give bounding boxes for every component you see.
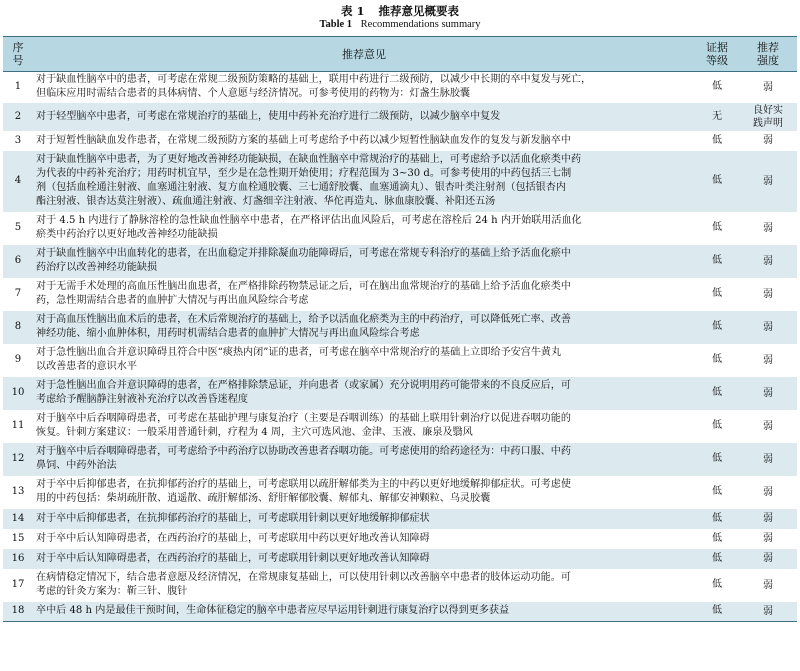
recommendation-strength: 弱 xyxy=(739,549,797,569)
recommendation-text: 卒中后 48 h 内是最佳干预时间，生命体征稳定的脑卒中患者应尽早运用针刺进行康复治疗以得到更多获益 xyxy=(33,602,695,622)
evidence-level: 低 xyxy=(695,151,739,212)
table-row xyxy=(3,278,797,311)
evidence-level: 低 xyxy=(711,532,723,544)
table-row xyxy=(3,569,797,602)
recommendation-text: 对于轻型脑卒中患者，可考虑在常规治疗的基础上，使用中药补充治疗进行二级预防，以减少脑卒中复发 xyxy=(33,103,695,131)
row-number: 7 xyxy=(14,288,22,299)
recommendation-text: 对于缺血性脑卒中出血转化的患者，在出血稳定并排除凝血功能障碍后，可考虑在常规专科治疗的基础上给予活血化瘀中 药治疗以改善神经功能缺损 xyxy=(33,245,695,278)
recommendation-text: 对于卒中后抑郁患者，在抗抑郁药治疗的基础上，可考虑联用针刺以更好地缓解抑郁症状 xyxy=(33,509,695,529)
row-number: 11 xyxy=(11,420,25,431)
recommendation-strength: 弱 xyxy=(763,222,773,234)
table-row xyxy=(3,377,797,410)
table-row xyxy=(3,103,797,131)
recommendation-strength: 弱 xyxy=(739,151,797,212)
evidence-level: 低 xyxy=(711,81,723,93)
row-number: 15 xyxy=(11,532,25,544)
recommendation-strength: 弱 xyxy=(763,135,773,146)
recommendation-strength: 弱 xyxy=(763,579,773,591)
caption-zh-title: 推荐意见概要表 xyxy=(378,4,460,18)
row-number: 18 xyxy=(3,602,33,622)
table-row xyxy=(3,549,797,569)
recommendation-strength: 弱 xyxy=(739,443,797,476)
header-strength: 推荐 强度 xyxy=(739,37,797,72)
header-text: 推荐意见 xyxy=(33,37,695,72)
evidence-level: 低 xyxy=(711,288,723,299)
table-row xyxy=(3,529,797,549)
caption-en-title: Recommendations summary xyxy=(360,19,481,30)
recommendation-text: 在病情稳定情况下，结合患者意愿及经济情况，在常规康复基础上，可以使用针刺以改善脑卒中患者的肢体运动功能。可 考虑的针灸方案为：靳三针、腹针 xyxy=(36,572,571,597)
recommendation-strength: 弱 xyxy=(763,533,773,544)
evidence-level: 低 xyxy=(695,602,739,622)
table-row xyxy=(3,443,797,476)
evidence-level: 低 xyxy=(711,134,723,146)
evidence-level: 无 xyxy=(695,103,739,131)
header-row xyxy=(3,37,797,72)
row-number: 16 xyxy=(3,549,33,569)
row-number: 5 xyxy=(14,222,22,233)
table-row xyxy=(3,72,797,103)
recommendation-text: 对于缺血性脑卒中患者，为了更好地改善神经功能缺损，在缺血性脑卒中常规治疗的基础上，可考虑给予以活血化瘀类中药 为代表的中药补充治疗；用药时机宜早，至少是在急性期开始使用；疗程范围为 3~30 d。可参考使用的中药包括三七制 剂（包括血栓通注射液、血塞通注射液、复方血栓通胶囊、三七通舒胶囊、血塞通滴丸）、银杏叶类注射剂（包括银杏内 酯注射液、银杏达莫注射液）、疏血通注射液、灯盏细辛注射液、华佗再造丸、脉血康胶囊、补阳还五汤 xyxy=(33,151,695,212)
recommendation-text: 对于 4.5 h 内进行了静脉溶栓的急性缺血性脑卒中患者，在严格评估出血风险后，可考虑在溶栓后 24 h 内开始联用活血化 瘀类中药治疗以更好地改善神经功能缺损 xyxy=(36,215,582,240)
table-header xyxy=(3,37,797,72)
table-caption xyxy=(0,0,800,36)
table-row xyxy=(3,410,797,443)
evidence-level: 低 xyxy=(711,579,723,590)
recommendation-strength: 弱 xyxy=(763,420,773,432)
recommendation-text: 对于无需手术处理的高血压性脑出血患者，在严格排除药物禁忌证之后，可在脑出血常规治疗的基础上给予活血化瘀类中 药，急性期需结合患者的血肿扩大情况与再出血风险综合考虑 xyxy=(36,281,571,306)
recommendation-text: 对于卒中后抑郁患者，在抗抑郁药治疗的基础上，可考虑联用以疏肝解郁类为主的中药以更好地缓解抑郁症状。可考虑使 用的中药包括：柴胡疏肝散、逍遥散、疏肝解郁汤、舒肝解郁胶囊、解郁丸、解郁安神颗粒、乌灵胶囊 xyxy=(36,479,571,504)
recommendation-strength: 弱 xyxy=(739,509,797,529)
caption-zh xyxy=(0,4,800,18)
evidence-level: 低 xyxy=(711,420,723,431)
recommendation-strength: 弱 xyxy=(763,354,773,366)
row-number: 6 xyxy=(3,245,33,278)
recommendation-strength: 良好实 践声明 xyxy=(739,103,797,131)
table-row xyxy=(3,602,797,622)
recommendation-text: 对于短暂性脑缺血发作患者，在常规二级预防方案的基础上可考虑给予中药以减少短暂性脑缺血发作的复发与新发脑卒中 xyxy=(36,134,571,146)
caption-en xyxy=(0,18,800,32)
row-number: 9 xyxy=(14,354,22,365)
row-number: 8 xyxy=(3,311,33,344)
recommendation-strength: 弱 xyxy=(739,377,797,410)
recommendation-text: 对于缺血性脑卒中的患者，可考虑在常规二级预防策略的基础上，联用中药进行二级预防，以减少中长期的卒中复发与死亡， 但临床应用时需结合患者的具体病情、个人意愿与经济情况。可参考使用的药物为：灯盏生脉胶囊 xyxy=(36,74,592,100)
row-number: 3 xyxy=(14,134,22,146)
caption-en-label: Table 1 xyxy=(319,19,353,30)
table-body xyxy=(3,72,797,622)
recommendation-strength: 弱 xyxy=(763,288,773,300)
evidence-level: 低 xyxy=(695,377,739,410)
evidence-level: 低 xyxy=(711,354,723,365)
header-no: 序 号 xyxy=(3,37,33,72)
table-row xyxy=(3,344,797,377)
row-number: 17 xyxy=(11,579,25,590)
recommendation-text: 对于脑卒中后吞咽障碍患者，可考虑在基础护理与康复治疗（主要是吞咽训练）的基础上联用针刺治疗以促进吞咽功能的 恢复。针刺方案建议：一般采用普通针刺，疗程为 4 周，主穴可选风池、金津、玉液、廉泉及翳风 xyxy=(36,413,571,438)
evidence-level: 低 xyxy=(711,222,723,233)
evidence-level: 低 xyxy=(695,549,739,569)
recommendation-strength: 弱 xyxy=(763,81,773,93)
table-row xyxy=(3,131,797,151)
evidence-level: 低 xyxy=(711,486,723,497)
caption-zh-label: 表 1 xyxy=(340,4,365,18)
evidence-level: 低 xyxy=(695,509,739,529)
table-row xyxy=(3,151,797,212)
table-row xyxy=(3,245,797,278)
header-level: 证据 等级 xyxy=(695,37,739,72)
row-number: 10 xyxy=(3,377,33,410)
recommendations-table xyxy=(3,36,797,622)
table-row xyxy=(3,212,797,245)
row-number: 1 xyxy=(14,81,22,93)
row-number: 2 xyxy=(3,103,33,131)
recommendation-strength: 弱 xyxy=(763,486,773,498)
row-number: 14 xyxy=(3,509,33,529)
row-number: 13 xyxy=(11,486,25,497)
recommendation-strength: 弱 xyxy=(739,245,797,278)
recommendation-text: 对于高血压性脑出血术后的患者，在术后常规治疗的基础上，给予以活血化瘀类为主的中药治疗，可以降低死亡率、改善 神经功能、缩小血肿体积，用药时机需结合患者的血肿扩大情况与再出血风险综合考虑 xyxy=(33,311,695,344)
recommendation-strength: 弱 xyxy=(739,602,797,622)
recommendation-text: 对于卒中后认知障碍患者，在西药治疗的基础上，可考虑联用针刺以更好地改善认知障碍 xyxy=(33,549,695,569)
table-row xyxy=(3,509,797,529)
table-row xyxy=(3,476,797,509)
row-number: 4 xyxy=(3,151,33,212)
recommendation-text: 对于脑卒中后吞咽障碍患者，可考虑给予中药治疗以协助改善患者吞咽功能。可考虑使用的给药途径为：中药口服、中药 鼻饲、中药外治法 xyxy=(33,443,695,476)
row-number: 12 xyxy=(3,443,33,476)
recommendation-text: 对于急性脑出血合并意识障碍且符合中医“痰热内闭”证的患者，可考虑在脑卒中常规治疗的基础上立即给予安宫牛黄丸 以改善患者的意识水平 xyxy=(36,347,562,372)
recommendation-text: 对于卒中后认知障碍患者，在西药治疗的基础上，可考虑联用中药以更好地改善认知障碍 xyxy=(36,532,430,544)
evidence-level: 低 xyxy=(695,311,739,344)
recommendation-strength: 弱 xyxy=(739,311,797,344)
table-row xyxy=(3,311,797,344)
recommendation-text: 对于急性脑出血合并意识障碍的患者，在严格排除禁忌证，并向患者（或家属）充分说明用药可能带来的不良反应后，可 考虑给予醒脑静注射液补充治疗以改善昏迷程度 xyxy=(33,377,695,410)
evidence-level: 低 xyxy=(695,245,739,278)
evidence-level: 低 xyxy=(695,443,739,476)
